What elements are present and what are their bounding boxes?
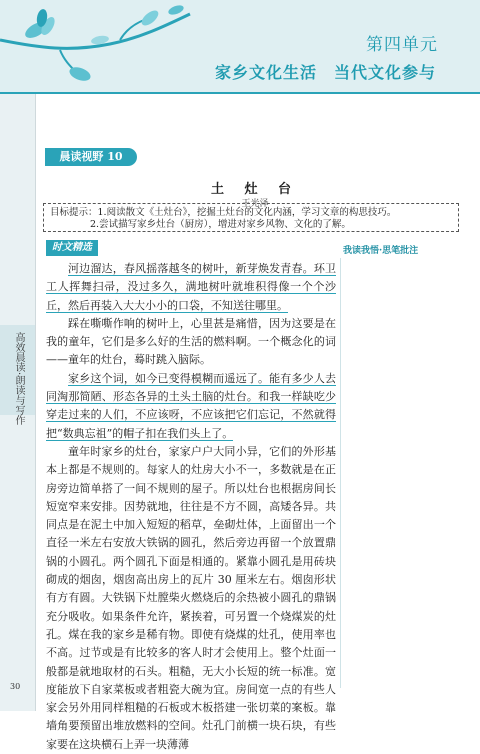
margin-note-header: 我读我悟·思笔批注 [343,246,419,256]
paragraph: 踩在嘶嘶作响的树叶上，心里甚是痛惜，因为这要是在我的童年，它们是多么好的生活的燃料啊。一个概念化的词——童年的灶台，蓦时跳入脑际。 [46,316,336,367]
paragraph: 河边溜达，春风摇落越冬的树叶，新芽焕发青春。环卫工人挥舞扫帚，没过多久，满地树叶就堆积得像一个个沙丘，然后再装入大大小小的口袋，不知送往哪里。 [46,262,336,312]
section-badge: 晨读视野 10 [45,148,137,166]
margin-note-rule [340,258,341,688]
goal-line-1: 目标提示：1.阅读散文《土灶台》，挖掘土灶台的文化内涵，学习文章的构思技巧。 [50,207,397,218]
goal-box [43,203,459,232]
goal-line-2: 2.尝试描写家乡灶台（厨房），增进对家乡风物、文化的了解。 [90,219,351,230]
magnolia-branch-illustration [0,0,200,92]
article-body [46,260,336,754]
reading-label: 时文精选 [46,240,98,256]
sidebar-book-title: 高效晨读·朗读与写作 [13,332,24,426]
page-header [0,0,480,92]
header-divider [0,92,480,94]
article-title: 土 灶 台 [210,182,300,197]
page-number: 30 [10,682,21,691]
paragraph: 童年时家乡的灶台，家家户户大同小异，它们的外形基本上都是不规则的。每家人的灶房大小不一，多数就是在正房旁边简单搭了一间不规则的屋子。所以灶台也根据房间长短宽窄来安排。因势就地，往往是不方不圆，高矮各异。共同点是在泥土中加入短短的稻草，垒砌灶体，上面留出一个直径一米左右安放大铁锅的圆孔，然后旁边再留一个放置鼎锅的小圆孔。两个圆孔下面是相通的。紧靠小圆孔是用砖块砌成的烟囱，烟囱高出房上的瓦片 30 厘米左右。烟囱形状有方有圆。大铁锅下灶膛柴火燃烧后的余热被小圆孔的鼎锅充分吸收。如果条件允许，紧挨着，可另置一个烧煤炭的灶孔。煤在我的家乡是稀有物。即使有烧煤的灶孔，使用率也不高。过节或是有比较多的客人时才会使用上。整个灶面一般都是就地取材的石头。粗糙，无大小长短的统一标准。宽度能放下自家菜板或者粗瓷大碗为宜。房间宽一点的有些人家会另外用同样粗糙的石板或木板搭建一张切菜的案板。靠墙角要预留出堆放燃料的空间。灶孔门前横一块石块，有些家要在这块横石上弄一块薄薄 [46,444,336,751]
unit-title: 家乡文化生活 当代文化参与 [214,63,436,82]
unit-number: 第四单元 [366,35,438,55]
paragraph: 家乡这个词，如今已变得模糊而遥远了。能有多少人去同淘那简陋、形态各异的土头土脑的灶台。和我一样缺吃少穿走过来的人们，不应该呀，不应该把它们忘记，不然就得把“数典忘祖”的帽子扣在我们头上了。 [46,371,336,440]
article-author: 王光泽 [241,199,269,209]
